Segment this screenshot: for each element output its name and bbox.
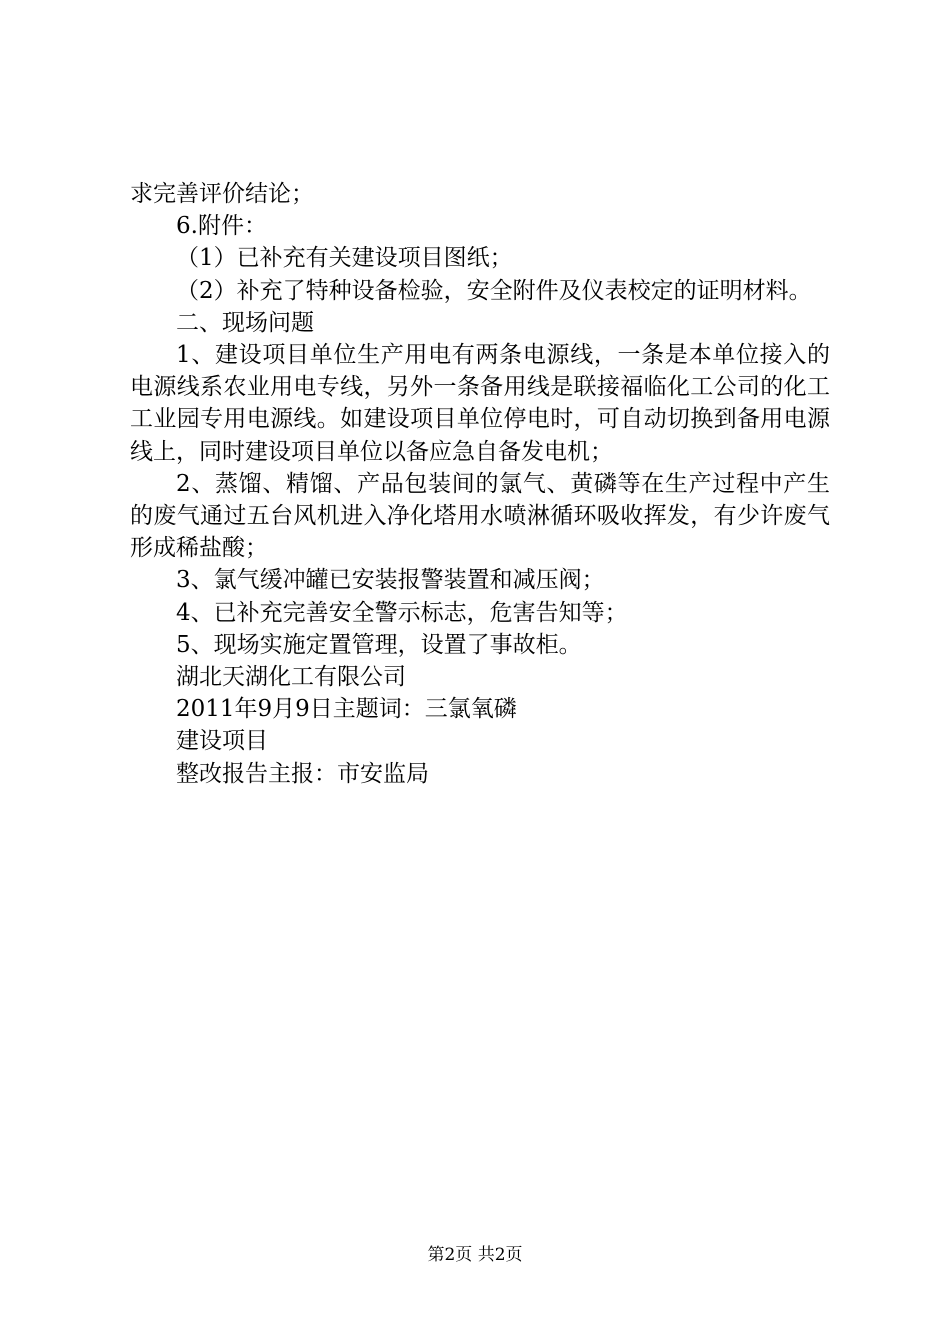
company-name: 湖北天湖化工有限公司 — [176, 664, 406, 691]
date-and-subject-words: 2011年9月9日主题词：三氯氧磷 — [176, 696, 517, 723]
paragraph-attachment-1: （1）已补充有关建设项目图纸； — [176, 245, 513, 272]
page-number-footer: 第2页 共2页 — [427, 1245, 523, 1265]
paragraph-attachment-2: （2）补充了特种设备检验，安全附件及仪表校定的证明材料。 — [176, 277, 812, 304]
section-heading-site-issues: 二、现场问题 — [176, 309, 314, 336]
paragraph-attachments-heading: 6.附件： — [176, 213, 267, 240]
paragraph-issue-2: 2、蒸馏、精馏、产品包装间的氯气、黄磷等在生产过程中产生的废气通过五台风机进入净化塔用水喷淋循环吸收挥发，有少许废气形成稀盐酸； — [130, 470, 830, 562]
paragraph-issue-1: 1、建设项目单位生产用电有两条电源线，一条是本单位接入的电源线系农业用电专线，另外一条备用线是联接福临化工公司的化工工业园专用电源线。如建设项目单位停电时，可自动切换到备用电源线上，同时建设项目单位以备应急自备发电机； — [130, 342, 830, 465]
paragraph-issue-5: 5、现场实施定置管理，设置了事故柜。 — [176, 631, 582, 658]
paragraph-evaluation-conclusion: 求完善评价结论； — [130, 181, 314, 207]
report-recipient: 整改报告主报：市安监局 — [176, 760, 429, 787]
paragraph-issue-4: 4、已补充完善安全警示标志，危害告知等； — [176, 599, 628, 626]
document-body — [130, 178, 830, 790]
subject-continuation: 建设项目 — [176, 728, 268, 755]
paragraph-issue-3: 3、氯气缓冲罐已安装报警装置和减压阀； — [176, 567, 605, 594]
